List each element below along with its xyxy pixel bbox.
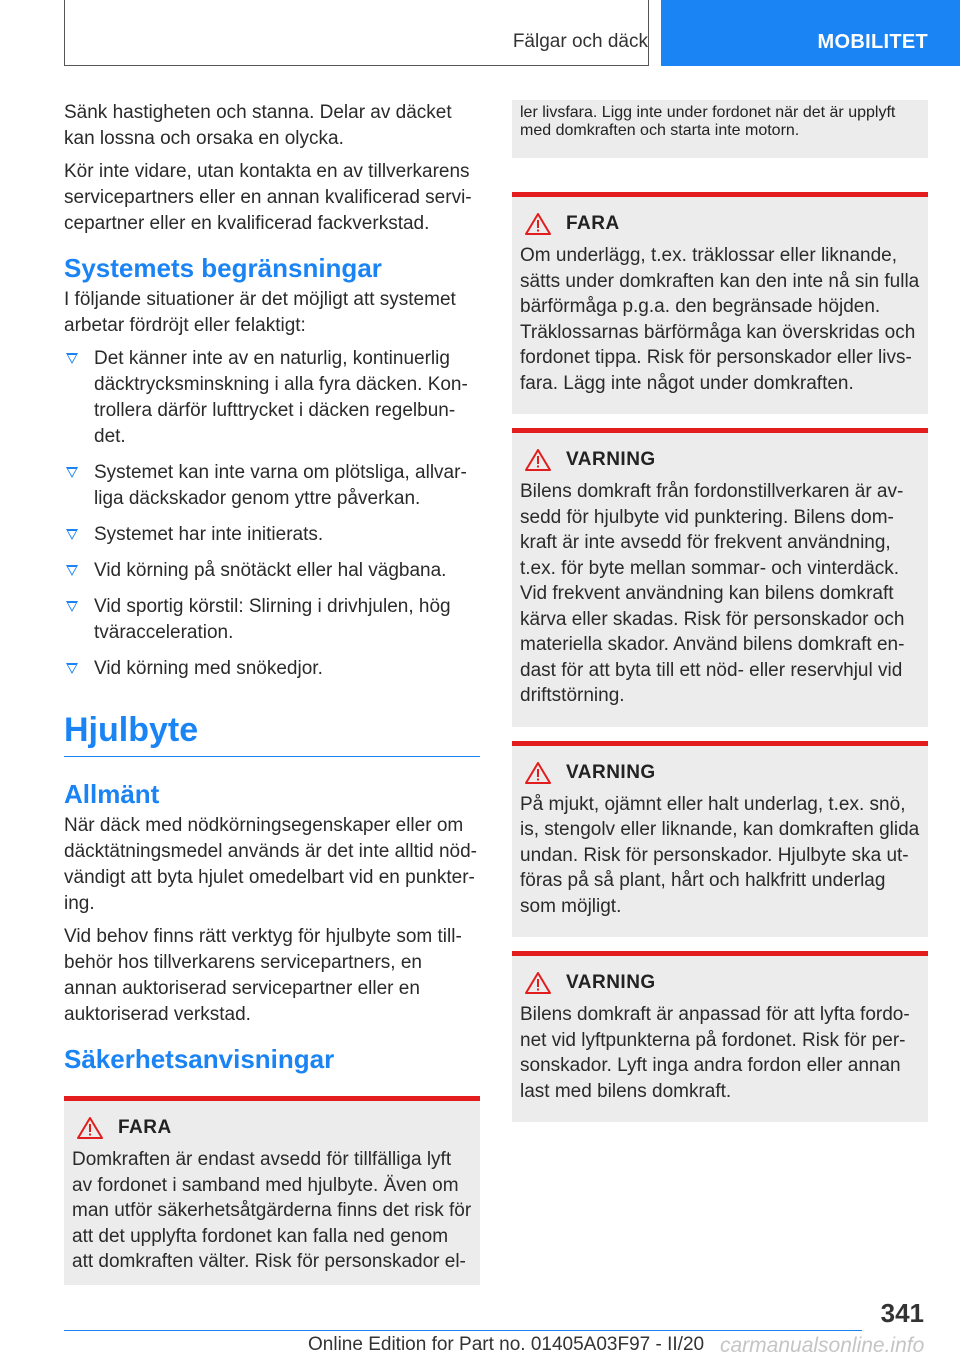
warning-title: FARA bbox=[566, 213, 620, 234]
limits-intro: I följande situationer är det möjligt att systemet arbetar fördröjt eller felaktigt: bbox=[64, 289, 456, 336]
list-item: Det känner inte av en naturlig, kontinuerlig däcktrycksminskning i alla fyra däcken. Kon-trollera därför lufttrycket i däcken regelbun-det. bbox=[64, 346, 480, 450]
list-item: Vid körning med snökedjor. bbox=[64, 656, 480, 682]
general-paragraph-1: När däck med nödkörningsegenskaper eller om däcktätningsmedel används är det inte alltid nöd-vändigt att byta hjulet omedelbart vid en punkter-ing. bbox=[64, 815, 477, 914]
warning-box bbox=[512, 192, 928, 414]
list-item: Systemet har inte initierats. bbox=[64, 522, 480, 548]
warning-text: Domkraften är endast avsedd för tillfälliga lyft av fordonet i samband med hjulbyte. Även om man utför säkerhetsåtgärderna finns det risk för att det upplyfta fordonet kan falla ned genom att domkraften välter. Risk för personskador el- bbox=[72, 1149, 472, 1272]
general-heading: Allmänt bbox=[64, 779, 160, 809]
right-column bbox=[512, 100, 928, 1122]
section-title: Fälgar och däck bbox=[512, 31, 648, 52]
safety-heading: Säkerhetsanvisningar bbox=[64, 1044, 335, 1074]
warning-title: VARNING bbox=[566, 972, 656, 993]
page-number: 341 bbox=[880, 1298, 924, 1328]
bullet-triangle-icon bbox=[66, 467, 78, 478]
main-heading: Hjulbyte bbox=[64, 708, 480, 757]
warning-triangle-icon bbox=[76, 1116, 104, 1140]
warning-title: FARA bbox=[118, 1117, 172, 1138]
warning-text: ler livsfara. Ligg inte under fordonet när det är upplyft med domkraften och starta inte motorn. bbox=[520, 104, 896, 139]
warning-triangle-icon bbox=[524, 971, 552, 995]
warning-text: Bilens domkraft från fordonstillverkaren är av-sedd för hjulbyte vid punktering. Bilens dom-kraft är inte avsedd för frekvent användning, t.ex. för byte mellan sommar- och vinterdäck. Vid frekvent användning kan bilens domkraft kärva eller skadas. Risk för personskador och materiella skador. Använd bilens domkraft en-dast för att byta till ett nöd- eller reservhjul vid driftstörning. bbox=[520, 481, 905, 706]
intro-paragraph-2: Kör inte vidare, utan kontakta en av tillverkarens servicepartners eller en annan kvalificerad servi-cepartner eller en kvalificerad fackverkstad. bbox=[64, 161, 472, 234]
warning-triangle-icon bbox=[524, 212, 552, 236]
footer-divider bbox=[64, 1330, 862, 1331]
header-section-box bbox=[64, 0, 649, 66]
warning-triangle-icon bbox=[524, 761, 552, 785]
chapter-tab[interactable]: MOBILITET bbox=[661, 0, 960, 66]
intro-paragraph-1: Sänk hastigheten och stanna. Delar av däcket kan lossna och orsaka en olycka. bbox=[64, 102, 452, 149]
warning-box bbox=[512, 428, 928, 727]
list-item: Systemet kan inte varna om plötsliga, allvar-liga däckskador genom yttre påverkan. bbox=[64, 460, 480, 512]
limits-heading: Systemets begränsningar bbox=[64, 253, 382, 283]
warning-text: På mjukt, ojämnt eller halt underlag, t.ex. snö, is, stengolv eller liknande, kan domkraften glida undan. Risk för personskador. Hjulbyte ska ut-föras på så plant, hårt och halkfritt underlag som möjligt. bbox=[520, 793, 920, 917]
bullet-triangle-icon bbox=[66, 663, 78, 674]
warning-title: VARNING bbox=[566, 761, 656, 783]
warning-continuation bbox=[512, 100, 928, 158]
warning-box bbox=[512, 951, 928, 1122]
bullet-triangle-icon bbox=[66, 601, 78, 612]
list-item: Vid körning på snötäckt eller hal vägbana. bbox=[64, 558, 480, 584]
general-paragraph-2: Vid behov finns rätt verktyg för hjulbyte som till-behör hos tillverkarens servicepartners, en annan auktoriserad servicepartner eller en auktoriserad verkstad. bbox=[64, 926, 462, 1025]
bullet-triangle-icon bbox=[66, 353, 78, 364]
watermark: carmanualsonline.info bbox=[720, 1334, 925, 1357]
warning-text: Bilens domkraft är anpassad för att lyfta fordo-net vid lyftpunkterna på fordonet. Risk för per-sonskador. Lyft inga andra fordon eller annan last med bilens domkraft. bbox=[520, 1004, 910, 1102]
warning-text: Om underlägg, t.ex. träklossar eller liknande, sätts under domkraften kan den inte nå sin fulla bärförmåga p.g.a. den begränsade höjden. Träklossarnas bärförmåga kan överskridas och fordonet tippa. Risk för personskador eller livs-fara. Lägg inte något under domkraften. bbox=[520, 245, 920, 394]
warning-triangle-icon bbox=[524, 448, 552, 472]
bullet-triangle-icon bbox=[66, 565, 78, 576]
list-item: Vid sportig körstil: Slirning i drivhjulen, hög tväracceleration. bbox=[64, 594, 480, 646]
left-column bbox=[64, 100, 480, 1285]
bullet-triangle-icon bbox=[66, 529, 78, 540]
warning-title: VARNING bbox=[566, 449, 656, 470]
edition-text: Online Edition for Part no. 01405A03F97 - II/20 bbox=[308, 1334, 705, 1355]
warning-box bbox=[512, 741, 928, 938]
limits-list bbox=[64, 346, 480, 682]
warning-box bbox=[64, 1096, 480, 1285]
